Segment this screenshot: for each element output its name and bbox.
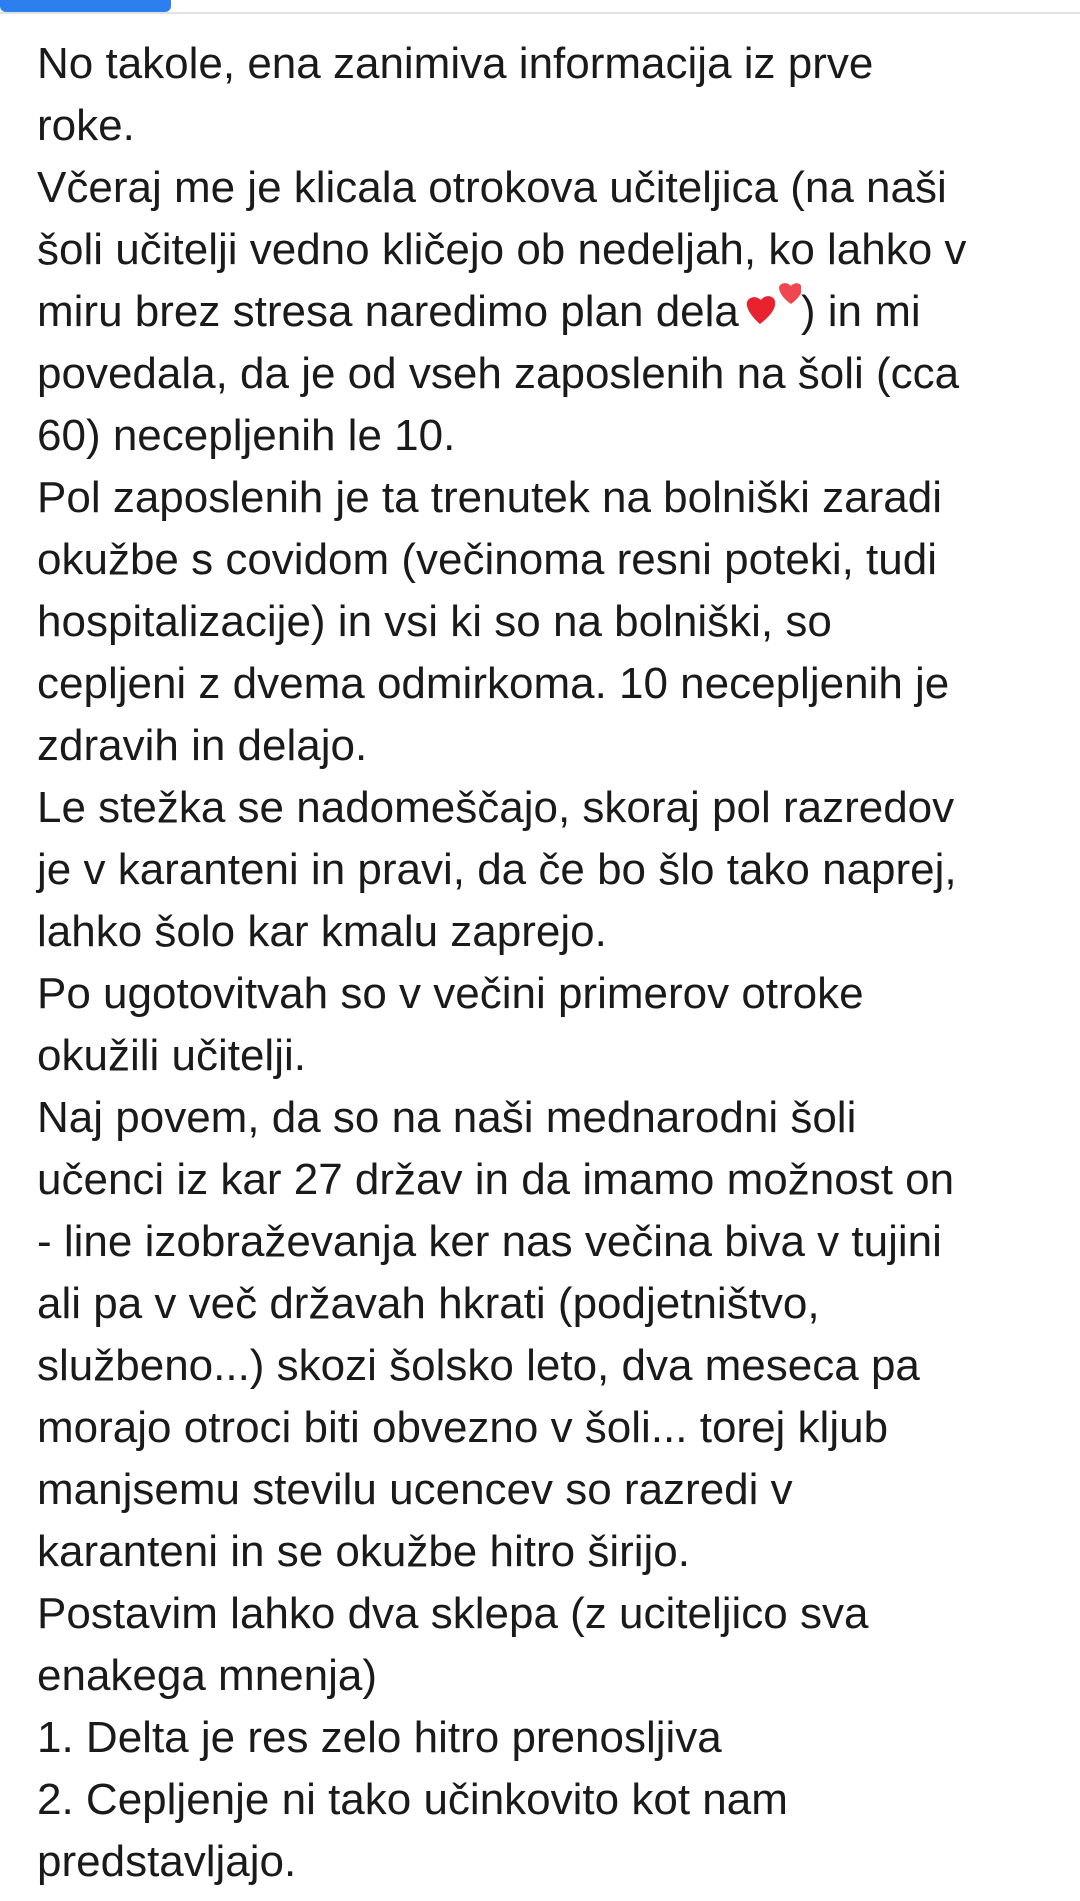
post-line: Po ugotovitvah so v večini primerov otroke — [37, 969, 864, 1018]
post-line: No takole, ena zanimiva informacija iz prve — [37, 39, 874, 88]
post-line: lahko šolo kar kmalu zaprejo. — [37, 907, 607, 956]
post-line: roke. — [37, 101, 135, 150]
post-line-segment: ) in mi — [800, 287, 921, 336]
post-line: Le stežka se nadomeščajo, skoraj pol razredov — [37, 783, 955, 832]
post-line: okužbe s covidom (večinoma resni poteki, tudi — [37, 535, 937, 584]
post-line: Pol zaposlenih je ta trenutek na bolniški zaradi — [37, 473, 942, 522]
post-line: učenci iz kar 27 držav in da imamo možnost on — [37, 1155, 955, 1204]
post-line — [37, 281, 1057, 343]
post-line: enakega mnenja) — [37, 1651, 378, 1700]
post-line: hospitalizacije) in vsi ki so na bolniški, so — [37, 597, 832, 646]
post-line-segment: miru brez stresa naredimo plan dela — [37, 287, 739, 336]
post-line: morajo otroci biti obvezno v šoli... torej kljub — [37, 1403, 889, 1452]
active-tab-indicator — [0, 0, 171, 12]
post-line: šoli učitelji vedno kličejo ob nedeljah, ko lahko v — [37, 225, 967, 274]
post-line: zdravih in delajo. — [37, 721, 368, 770]
post-line: Naj povem, da so na naši mednarodni šoli — [37, 1093, 857, 1142]
post-line: okužili učitelji. — [37, 1031, 306, 1080]
post-line: je v karanteni in pravi, da če bo šlo tako naprej, — [37, 845, 957, 894]
post-line: 2. Cepljenje ni tako učinkovito kot nam — [37, 1775, 788, 1824]
top-bar — [0, 0, 1080, 14]
post-line: karanteni in se okužbe hitro širijo. — [37, 1527, 690, 1576]
post-line: manjsemu stevilu ucencev so razredi v — [37, 1465, 793, 1514]
post-line: predstavljajo. — [37, 1837, 297, 1886]
post-line: cepljeni z dvema odmirkoma. 10 necepljenih je — [37, 659, 950, 708]
post-line: 60) necepljenih le 10. — [37, 411, 456, 460]
post-line: Postavim lahko dva sklepa (z uciteljico sva — [37, 1589, 869, 1638]
post-line: Včeraj me je klicala otrokova učiteljica (na naši — [37, 163, 947, 212]
post-line: - line izobraževanja ker nas večina biva v tujini — [37, 1217, 942, 1266]
post-line: službeno...) skozi šolsko leto, dva meseca pa — [37, 1341, 920, 1390]
post-line: ali pa v več državah hkrati (podjetništvo, — [37, 1279, 820, 1328]
post-line: 1. Delta je res zelo hitro prenosljiva — [37, 1713, 722, 1762]
post-text — [37, 33, 1057, 1893]
post-line: povedala, da je od vseh zaposlenih na šoli (cca — [37, 349, 960, 398]
two-hearts-icon — [739, 282, 801, 332]
